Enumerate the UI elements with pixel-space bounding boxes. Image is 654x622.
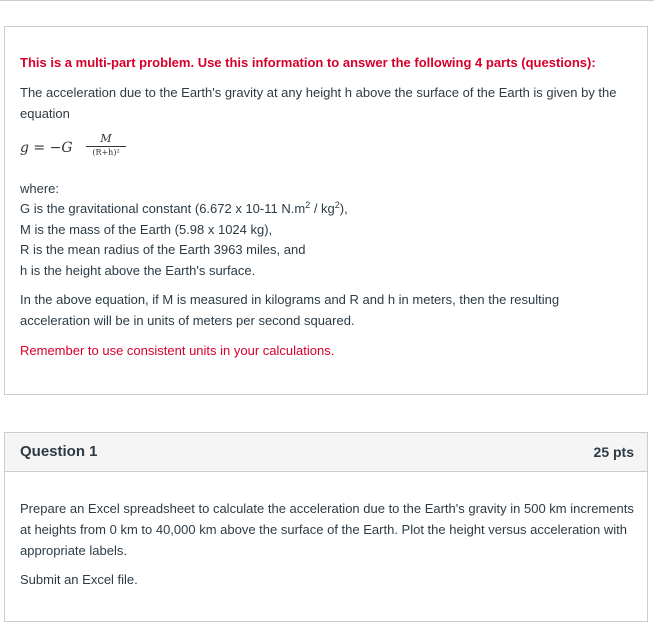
equation-numerator: M xyxy=(100,132,112,145)
top-divider xyxy=(0,0,654,1)
question-text: Prepare an Excel spreadsheet to calculate the acceleration due to the Earth's gravity in 500 km increments at heights from 0 km to 40,000 km above the surface of the Earth. Plot the height versus acceleration with appropriate labels. xyxy=(20,501,634,558)
fraction-bar xyxy=(86,146,126,147)
question-points: 25 pts xyxy=(593,444,634,460)
units-reminder: Remember to use consistent units in your calculations. xyxy=(20,343,335,358)
where-label: where: xyxy=(20,181,60,196)
question-body xyxy=(20,498,635,561)
problem-heading: This is a multi-part problem. Use this information to answer the following 4 parts (questions): xyxy=(20,55,596,70)
equation-fraction xyxy=(86,132,126,158)
units-note: In the above equation, if M is measured in kilograms and R and h in meters, then the resulting acceleration will be in units of meters per second squared. xyxy=(20,292,560,328)
question-submit-note: Submit an Excel file. xyxy=(20,572,138,587)
definition-G: G is the gravitational constant (6.672 x 10-11 $N.m^2 / kg^2$), xyxy=(20,200,348,216)
problem-intro: The acceleration due to the Earth's gravity at any height h above the surface of the Earth is given by the equation xyxy=(20,85,617,121)
question-title: Question 1 xyxy=(20,443,98,460)
definition-M: M is the mass of the Earth (5.98 x 1024 kg), xyxy=(20,221,273,237)
definition-R: R is the mean radius of the Earth 3963 miles, and xyxy=(20,242,306,257)
definition-h: h is the height above the Earth's surface. xyxy=(20,262,256,278)
equation-lhs: g = −G xyxy=(20,140,73,156)
question-card xyxy=(4,432,648,622)
definitions-list xyxy=(20,199,640,281)
question-header xyxy=(5,433,647,472)
problem-info-card xyxy=(4,26,648,395)
equation-denominator: (R+h)² xyxy=(92,148,120,157)
